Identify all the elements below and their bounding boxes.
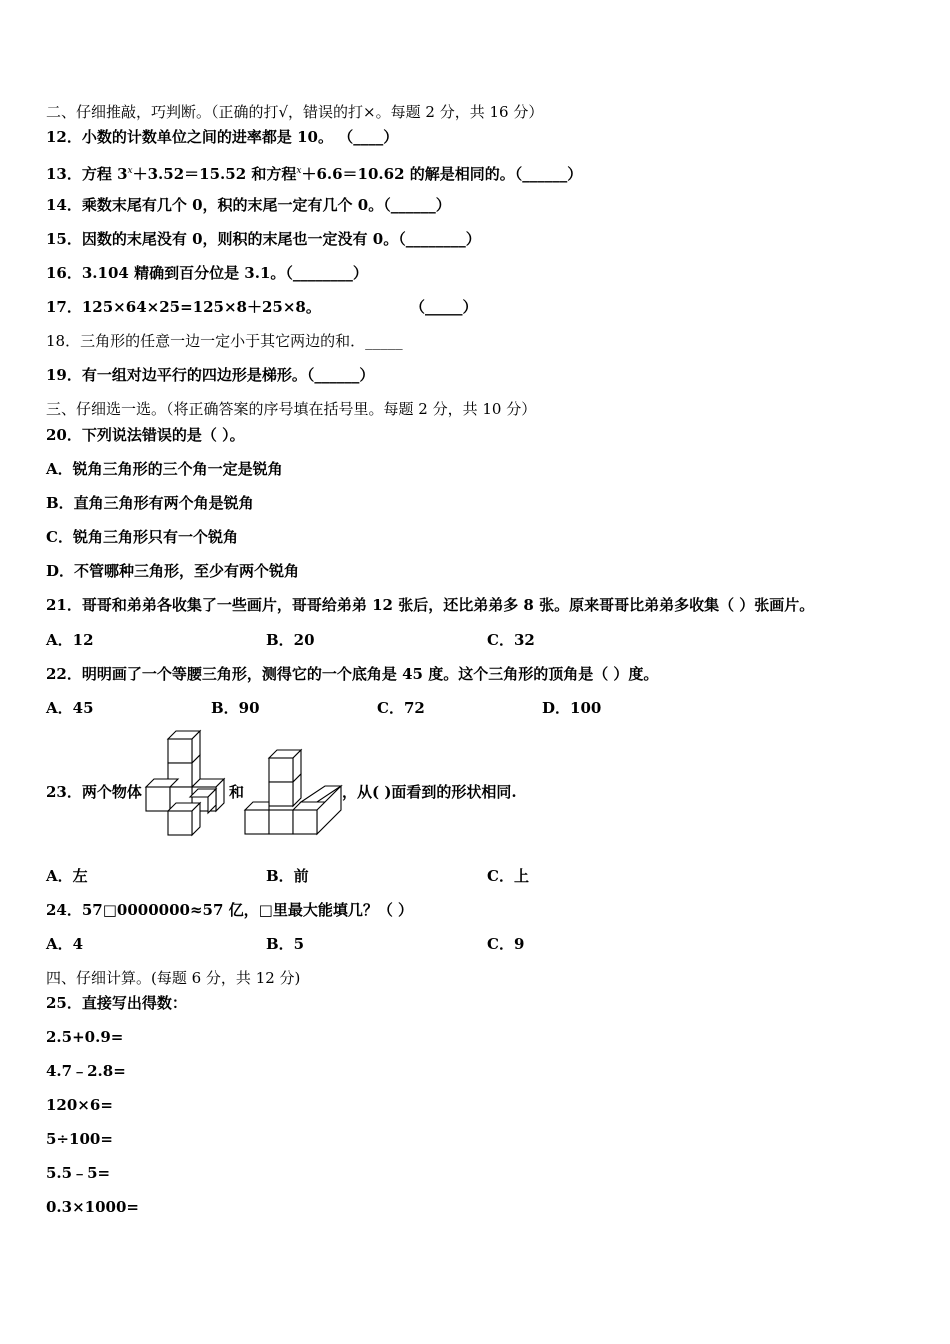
q24-option-c: C．9 (487, 935, 525, 953)
question-21: 21．哥哥和弟弟各收集了一些画片，哥哥给弟弟 12 张后，还比弟弟多 8 张。原来哥哥比弟弟多收集（ ）张画片。 (46, 596, 815, 614)
question-12: 12．小数的计数单位之间的进率都是 10。 （____） (46, 128, 399, 146)
question-19: 19．有一组对边平行的四边形是梯形。（______） (46, 366, 375, 384)
q21-option-a: A．12 (46, 631, 94, 649)
calc-1: 2.5+0.9= (46, 1028, 124, 1046)
q22-option-d: D．100 (542, 699, 602, 717)
q23-option-b: B．前 (266, 867, 309, 885)
q24-option-a: A．4 (46, 935, 84, 953)
q23-option-c: C．上 (487, 867, 529, 885)
question-24: 24．57□0000000≈57 亿，□里最大能填几？（ ） (46, 901, 414, 919)
q20-option-c: C．锐角三角形只有一个锐角 (46, 528, 238, 546)
question-16: 16．3.104 精确到百分位是 3.1。（________） (46, 264, 368, 282)
q24-option-b: B．5 (266, 935, 305, 953)
calc-3: 120×6= (46, 1096, 113, 1114)
q23-option-a: A．左 (46, 867, 88, 885)
question-23-prefix: 23．两个物体 (46, 783, 142, 801)
q20-option-b: B．直角三角形有两个角是锐角 (46, 494, 254, 512)
section-4-title: 四、仔细计算。(每题 6 分，共 12 分) (46, 969, 301, 987)
question-18: 18．三角形的任意一边一定小于其它两边的和．_____ (46, 332, 403, 350)
calc-6: 0.3×1000= (46, 1198, 139, 1216)
q20-option-d: D．不管哪种三角形，至少有两个锐角 (46, 562, 300, 580)
question-17-blank: （_____） (410, 298, 478, 316)
calc-2: 4.7﹣2.8= (46, 1062, 126, 1080)
cube-figure-2-icon (243, 748, 343, 838)
question-20: 20．下列说法错误的是（ ）。 (46, 426, 245, 444)
q22-option-a: A．45 (46, 699, 94, 717)
section-3-title: 三、仔细选一选。（将正确答案的序号填在括号里。每题 2 分，共 10 分） (46, 400, 537, 418)
q13-part-b: ＋3.52＝15.52 和方程 (132, 165, 297, 183)
question-23-suffix: ，从( )面看到的形状相同. (342, 783, 517, 801)
question-23-and: 和 (229, 783, 245, 801)
question-14: 14．乘数末尾有几个 0，积的末尾一定有几个 0。（______） (46, 196, 451, 214)
q20-option-a: A．锐角三角形的三个角一定是锐角 (46, 460, 283, 478)
q13-part-c: ＋6.6＝10.62 的解是相同的。（______） (301, 165, 583, 183)
question-22: 22．明明画了一个等腰三角形，测得它的一个底角是 45 度。这个三角形的顶角是（ ）度。 (46, 665, 659, 683)
q21-option-c: C．32 (487, 631, 535, 649)
q21-option-b: B．20 (266, 631, 315, 649)
question-13 (46, 161, 582, 184)
q13-var-x: x (127, 166, 133, 176)
q22-option-c: C．72 (377, 699, 425, 717)
question-15: 15．因数的末尾没有 0，则积的末尾也一定没有 0。（________） (46, 230, 481, 248)
question-25: 25．直接写出得数： (46, 994, 187, 1012)
q22-option-b: B．90 (211, 699, 260, 717)
section-2-title: 二、仔细推敲，巧判断。（正确的打√，错误的打×。每题 2 分，共 16 分） (46, 103, 544, 121)
q13-part-a: 13．方程 3 (46, 165, 128, 183)
q13-var-x2: x (296, 166, 302, 176)
question-17: 17．125×64×25=125×8＋25×8。 (46, 298, 321, 316)
cube-figure-1-icon (140, 725, 232, 837)
calc-5: 5.5﹣5= (46, 1164, 111, 1182)
calc-4: 5÷100= (46, 1130, 113, 1148)
